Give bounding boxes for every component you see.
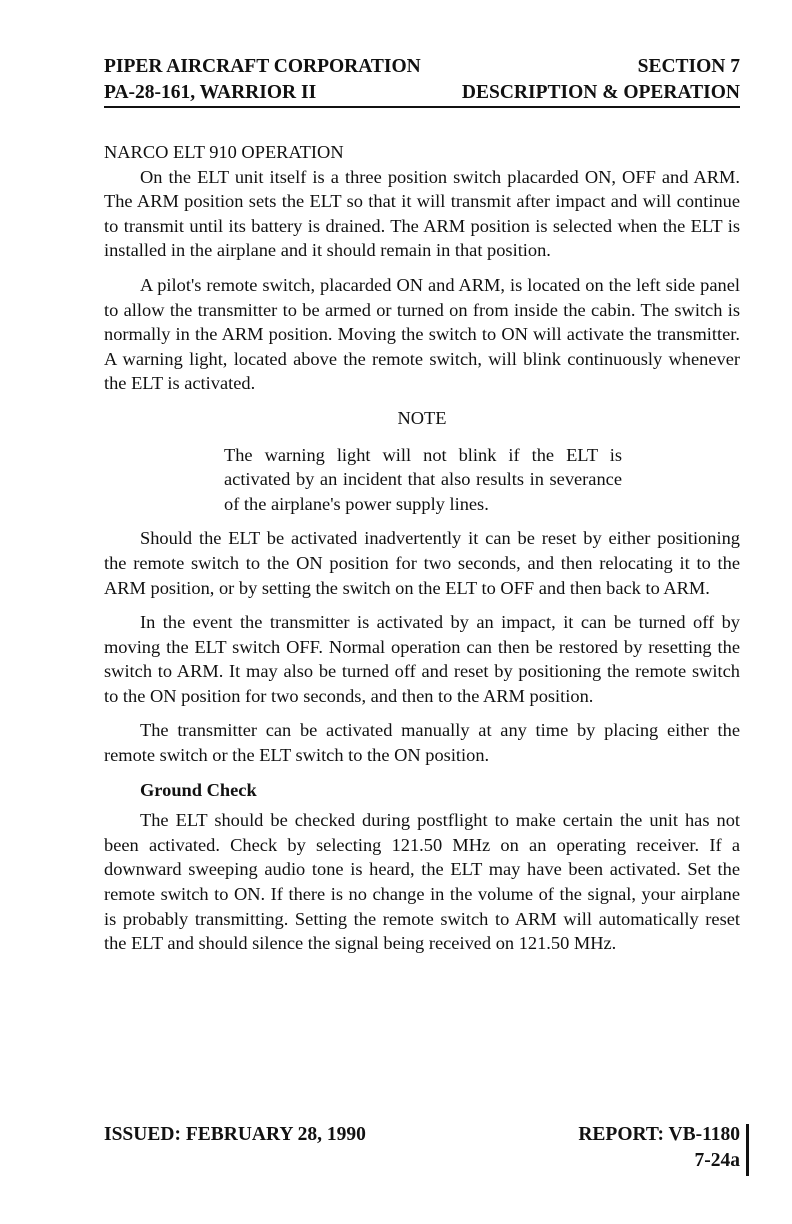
section-number: SECTION 7 xyxy=(637,56,740,77)
paragraph-3: Should the ELT be activated inadvertently it can be reset by either positioning the remote switch to the ON position for two seconds, and then relocating it to the ARM position, or by setting the switch on the ELT to OFF and then back to ARM. xyxy=(104,528,740,598)
header-row-2 xyxy=(104,80,740,108)
paragraph-4: In the event the transmitter is activated by an impact, it can be turned off by moving the ELT switch OFF. Normal operation can then be restored by resetting the switch to ARM. It may also be turned off and reset by positioning the remote switch to the ON position for two seconds, and then to the ARM position. xyxy=(104,612,740,706)
report-number: REPORT: VB-1180 xyxy=(578,1124,740,1145)
issued-date: ISSUED: FEBRUARY 28, 1990 xyxy=(104,1124,366,1145)
paragraph-6: The ELT should be checked during postflight to make certain the unit has not been activated. Check by selecting 121.50 MHz on an operating receiver. If a downward sweeping audio tone is heard, the ELT may have been activated. Set the remote switch to ON. If there is no change in the volume of the signal, your airplane is probably transmitting. Setting the remote switch to ARM will automatically reset the ELT and should silence the signal being received on 121.50 MHz. xyxy=(104,810,740,954)
page-content xyxy=(104,140,740,966)
company-name: PIPER AIRCRAFT CORPORATION xyxy=(104,56,421,77)
page-number: 7-24a xyxy=(694,1150,740,1171)
section-title: DESCRIPTION & OPERATION xyxy=(461,82,740,103)
note-title: NOTE xyxy=(397,407,447,428)
content-title: NARCO ELT 910 OPERATION xyxy=(104,142,344,162)
note-text: The warning light will not blink if the ELT is activated by an incident that also results in severance of the airplane's power supply lines. xyxy=(224,444,622,514)
header-row-1 xyxy=(104,54,740,80)
ground-check-heading: Ground Check xyxy=(140,779,257,800)
page-header xyxy=(104,54,740,108)
page-footer xyxy=(104,1122,740,1174)
aircraft-model: PA-28-161, WARRIOR II xyxy=(104,82,317,103)
footer-row xyxy=(104,1122,740,1148)
paragraph-1: On the ELT unit itself is a three position switch placarded ON, OFF and ARM. The ARM position sets the ELT so that it will transmit after impact and will continue to transmit until its battery is drained. The ARM position is selected when the ELT is installed in the airplane and it should remain in that position. xyxy=(104,166,740,261)
paragraph-5: The transmitter can be activated manually at any time by placing either the remote switch or the ELT switch to the ON position. xyxy=(104,720,740,766)
paragraph-2: A pilot's remote switch, placarded ON and ARM, is located on the left side panel to allow the transmitter to be armed or turned on from inside the cabin. The switch is normally in the ARM position. Moving the switch to ON will activate the transmitter. A warning light, located above the remote switch, will blink continuously whenever the ELT is activated. xyxy=(104,274,740,394)
revision-change-bar xyxy=(746,1124,749,1176)
